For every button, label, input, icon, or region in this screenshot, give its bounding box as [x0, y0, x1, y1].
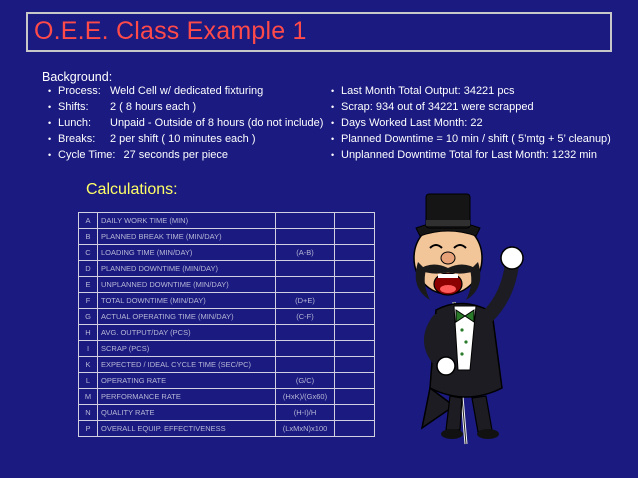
row-answer-cell	[335, 357, 375, 373]
row-answer-cell	[335, 405, 375, 421]
row-answer-cell	[335, 309, 375, 325]
list-item: • Last Month Total Output: 34221 pcs	[331, 85, 515, 97]
bullet-icon: •	[48, 150, 52, 160]
table-row	[79, 277, 375, 293]
row-letter: B	[79, 229, 98, 245]
row-letter: G	[79, 309, 98, 325]
row-letter: N	[79, 405, 98, 421]
row-formula: (H-I)/H	[276, 405, 335, 421]
row-description: PLANNED DOWNTIME (MIN/DAY)	[98, 261, 276, 277]
list-item: • Process: Weld Cell w/ dedicated fixturing	[48, 85, 264, 97]
row-formula	[276, 213, 335, 229]
row-formula	[276, 325, 335, 341]
table-row	[79, 229, 375, 245]
calculations-table	[78, 212, 375, 437]
row-formula: (D+E)	[276, 293, 335, 309]
row-letter: K	[79, 357, 98, 373]
row-description: TOTAL DOWNTIME (MIN/DAY)	[98, 293, 276, 309]
row-answer-cell	[335, 373, 375, 389]
bullet-icon: •	[331, 134, 335, 144]
row-formula: (LxMxN)x100	[276, 421, 335, 437]
bullet-icon: •	[331, 150, 335, 160]
row-formula: (C-F)	[276, 309, 335, 325]
table-row	[79, 405, 375, 421]
bullet-icon: •	[331, 86, 335, 96]
row-description: QUALITY RATE	[98, 405, 276, 421]
row-formula	[276, 261, 335, 277]
row-description: DAILY WORK TIME (MIN)	[98, 213, 276, 229]
list-item: • Breaks: 2 per shift ( 10 minutes each )	[48, 133, 256, 145]
bullet-icon: •	[331, 118, 335, 128]
row-letter: H	[79, 325, 98, 341]
table-row	[79, 261, 375, 277]
bullet-icon: •	[48, 86, 52, 96]
table-row	[79, 293, 375, 309]
table-row	[79, 421, 375, 437]
background-left-list	[48, 83, 323, 163]
list-item: • Unplanned Downtime Total for Last Month: 1232 min	[331, 149, 597, 161]
row-description: PERFORMANCE RATE	[98, 389, 276, 405]
calculations-heading: Calculations:	[86, 181, 178, 198]
row-letter: C	[79, 245, 98, 261]
table-row	[79, 341, 375, 357]
bullet-icon: •	[48, 134, 52, 144]
row-formula	[276, 341, 335, 357]
row-formula	[276, 229, 335, 245]
slide-title: O.E.E. Class Example 1	[34, 17, 307, 45]
background-right-list	[331, 83, 611, 163]
row-description: LOADING TIME (MIN/DAY)	[98, 245, 276, 261]
table-row	[79, 373, 375, 389]
row-answer-cell	[335, 421, 375, 437]
row-answer-cell	[335, 245, 375, 261]
row-formula: (G/C)	[276, 373, 335, 389]
table-row	[79, 213, 375, 229]
table-row	[79, 389, 375, 405]
background-heading: Background:	[42, 70, 113, 84]
row-formula	[276, 357, 335, 373]
list-item: • Planned Downtime = 10 min / shift ( 5’mtg + 5’ cleanup)	[331, 133, 611, 145]
row-letter: M	[79, 389, 98, 405]
row-letter: D	[79, 261, 98, 277]
bullet-icon: •	[48, 102, 52, 112]
cheering-man-icon	[396, 192, 528, 448]
row-answer-cell	[335, 229, 375, 245]
row-answer-cell	[335, 341, 375, 357]
title-bar	[26, 12, 612, 52]
row-answer-cell	[335, 293, 375, 309]
row-description: AVG. OUTPUT/DAY (PCS)	[98, 325, 276, 341]
row-letter: F	[79, 293, 98, 309]
row-answer-cell	[335, 213, 375, 229]
table-row	[79, 357, 375, 373]
row-letter: P	[79, 421, 98, 437]
row-description: PLANNED BREAK TIME (MIN/DAY)	[98, 229, 276, 245]
list-item: • Days Worked Last Month: 22	[331, 117, 483, 129]
row-formula: (A-B)	[276, 245, 335, 261]
row-letter: A	[79, 213, 98, 229]
row-description: SCRAP (PCS)	[98, 341, 276, 357]
row-letter: L	[79, 373, 98, 389]
row-answer-cell	[335, 277, 375, 293]
table-row	[79, 309, 375, 325]
row-answer-cell	[335, 325, 375, 341]
list-item: • Shifts: 2 ( 8 hours each )	[48, 101, 197, 113]
row-description: OVERALL EQUIP. EFFECTIVENESS	[98, 421, 276, 437]
row-formula	[276, 277, 335, 293]
list-item: • Lunch: Unpaid - Outside of 8 hours (do not include)	[48, 117, 324, 129]
bullet-icon: •	[331, 102, 335, 112]
row-description: ACTUAL OPERATING TIME (MIN/DAY)	[98, 309, 276, 325]
row-answer-cell	[335, 389, 375, 405]
list-item: • Cycle Time: 27 seconds per piece	[48, 149, 229, 161]
table-row	[79, 245, 375, 261]
row-description: UNPLANNED DOWNTIME (MIN/DAY)	[98, 277, 276, 293]
table-row	[79, 325, 375, 341]
row-letter: E	[79, 277, 98, 293]
bullet-icon: •	[48, 118, 52, 128]
row-letter: I	[79, 341, 98, 357]
list-item: • Scrap: 934 out of 34221 were scrapped	[331, 101, 534, 113]
row-description: EXPECTED / IDEAL CYCLE TIME (SEC/PC)	[98, 357, 276, 373]
row-description: OPERATING RATE	[98, 373, 276, 389]
row-formula: (HxK)/(Gx60)	[276, 389, 335, 405]
row-answer-cell	[335, 261, 375, 277]
